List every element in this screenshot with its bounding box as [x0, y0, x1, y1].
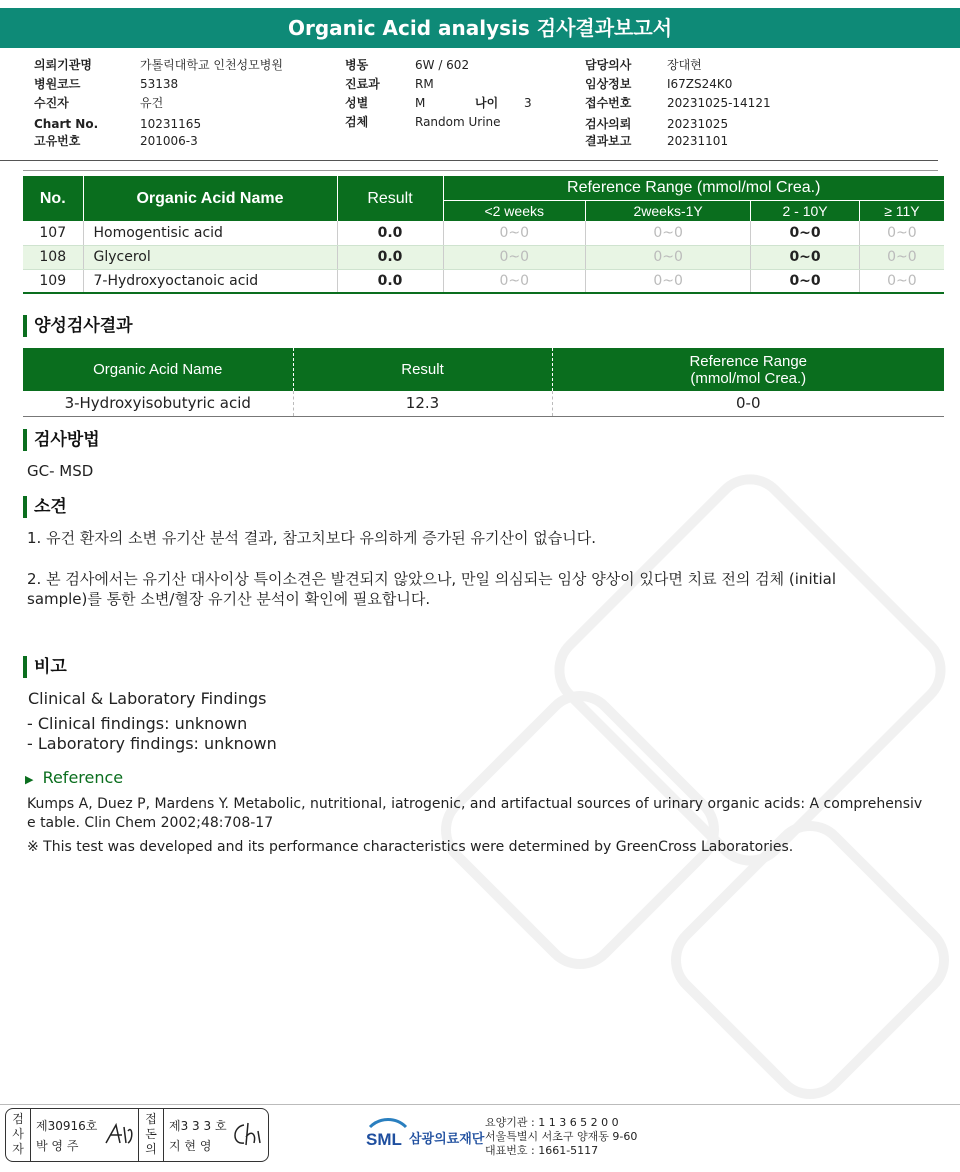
header-divider — [0, 160, 938, 161]
table-row — [23, 391, 944, 416]
value-unique-no: 201006-3 — [140, 134, 198, 148]
value-receipt-no: 20231025-14121 — [667, 96, 771, 110]
cell-range-active: 0~0 — [751, 245, 860, 269]
header-divider-2 — [23, 170, 938, 171]
col-header-result: Result — [337, 176, 443, 221]
stamp-divider — [163, 1109, 164, 1161]
opinion-paragraph-2b: sample)를 통한 소변/혈장 유기산 분석이 확인에 필요합니다. — [27, 590, 431, 608]
stamp-no-2: 제3 3 3 호 — [169, 1119, 227, 1133]
section-method-title: 검사방법 — [23, 429, 100, 451]
label-request-date: 검사의뢰 — [585, 117, 632, 131]
org-name: 삼광의료재단 — [409, 1132, 485, 1147]
cell-result: 0.0 — [337, 221, 443, 245]
value-hospital: 가톨릭대학교 인천성모병원 — [140, 58, 283, 72]
label-hospital-code: 병원코드 — [34, 77, 81, 91]
reference-heading-label: Reference — [42, 768, 124, 787]
org-address: 서울특별시 서초구 양재동 9-60 — [485, 1130, 638, 1143]
label-unique-no: 고유번호 — [34, 134, 81, 148]
value-ward: 6W / 602 — [415, 58, 470, 72]
reference-line-2: e table. Clin Chem 2002;48:708-17 — [27, 815, 274, 831]
results-table — [23, 176, 944, 294]
col-header-result: Result — [293, 348, 552, 391]
label-department: 진료과 — [345, 77, 380, 91]
triangle-right-icon: ▶ — [25, 773, 34, 786]
table-row — [23, 221, 944, 245]
col-header-no: No. — [23, 176, 83, 221]
cell-no: 109 — [23, 269, 83, 293]
org-code: 요양기관 : 1 1 3 6 5 2 0 0 — [485, 1116, 619, 1129]
stamp-no-1: 제30916호 — [36, 1119, 98, 1133]
cell-result: 12.3 — [293, 391, 552, 416]
label-clinical-info: 임상정보 — [585, 77, 632, 91]
cell-range: 0~0 — [859, 221, 944, 245]
col-header-range-2: 2weeks-1Y — [585, 200, 750, 221]
stamp-char: 사 — [12, 1127, 24, 1141]
stamp-name-1: 박 영 주 — [36, 1139, 79, 1153]
positive-table — [23, 348, 944, 417]
label-specimen: 검체 — [345, 115, 369, 129]
cell-result: 0.0 — [337, 269, 443, 293]
stamp-label-1 — [8, 1112, 28, 1157]
footer-divider — [0, 1104, 960, 1105]
value-sex: M — [415, 96, 426, 110]
opinion-paragraph-2a: 2. 본 검사에서는 유기산 대사이상 특이소견은 발견되지 않았으나, 만일 의심되는 임상 양상이 있다면 치료 전의 검체 (initial — [27, 570, 837, 588]
cell-name: Glycerol — [83, 245, 337, 269]
cell-range: 0~0 — [585, 245, 750, 269]
col-header-reference — [552, 348, 944, 391]
cell-name: Homogentisic acid — [83, 221, 337, 245]
label-patient: 수진자 — [34, 96, 69, 110]
method-value: GC- MSD — [27, 462, 94, 480]
section-opinion-title: 소견 — [23, 496, 67, 518]
remarks-line-1: Clinical & Laboratory Findings — [28, 689, 267, 708]
remarks-line-3: - Laboratory findings: unknown — [27, 734, 277, 753]
sml-logo-icon — [366, 1115, 410, 1155]
col-header-range-3: 2 - 10Y — [751, 200, 860, 221]
value-department: RM — [415, 77, 434, 91]
cell-name: 7-Hydroxyoctanoic acid — [83, 269, 337, 293]
stamp-char: 접 — [145, 1112, 157, 1126]
section-positive-title: 양성검사결과 — [23, 315, 133, 337]
cell-no: 108 — [23, 245, 83, 269]
disclaimer-note: ※ This test was developed and its performance characteristics were determined by GreenCross Laboratories. — [27, 839, 794, 855]
signature-2 — [230, 1121, 266, 1149]
cell-range-active: 0~0 — [751, 269, 860, 293]
value-request-date: 20231025 — [667, 117, 729, 131]
cell-range: 0~0 — [443, 269, 585, 293]
value-chart-no: 10231165 — [140, 117, 202, 131]
stamp-char: 돈 — [145, 1127, 157, 1141]
col-header-name: Organic Acid Name — [23, 348, 293, 391]
cell-no: 107 — [23, 221, 83, 245]
cell-range: 0~0 — [585, 269, 750, 293]
stamp-divider — [30, 1109, 31, 1161]
value-age: 3 — [524, 96, 532, 110]
col-header-range-4: ≥ 11Y — [859, 200, 944, 221]
value-specimen: Random Urine — [415, 115, 501, 129]
org-info — [485, 1116, 637, 1158]
cell-reference: 0-0 — [552, 391, 944, 416]
col-header-range-1: <2 weeks — [443, 200, 585, 221]
value-report-date: 20231101 — [667, 134, 729, 148]
cell-range: 0~0 — [443, 221, 585, 245]
value-patient: 유건 — [140, 96, 164, 110]
logo-text: SML — [366, 1130, 402, 1149]
stamp-char: 의 — [145, 1142, 157, 1156]
label-chart-no: Chart No. — [34, 117, 99, 131]
value-clinical-info: I67ZS24K0 — [667, 77, 733, 91]
value-hospital-code: 53138 — [140, 77, 179, 91]
reference-heading — [25, 768, 123, 790]
label-report-date: 결과보고 — [585, 134, 632, 148]
reference-line-1: Kumps A, Duez P, Mardens Y. Metabolic, nutritional, iatrogenic, and artifactual sources of urinary organic acids: A comprehensiv — [27, 796, 923, 812]
opinion-paragraph-1: 1. 유건 환자의 소변 유기산 분석 결과, 참고치보다 유의하게 증가된 유기산이 없습니다. — [27, 529, 596, 547]
stamp-label-2 — [141, 1112, 161, 1157]
section-remarks-title: 비고 — [23, 656, 67, 678]
org-logo — [366, 1115, 410, 1159]
table-row — [23, 269, 944, 293]
label-receipt-no: 접수번호 — [585, 96, 632, 110]
signature-stamp — [5, 1108, 269, 1162]
cell-name: 3-Hydroxyisobutyric acid — [23, 391, 293, 416]
col-header-name: Organic Acid Name — [83, 176, 337, 221]
cell-result: 0.0 — [337, 245, 443, 269]
org-phone: 대표번호 : 1661-5117 — [485, 1144, 599, 1157]
label-sex: 성별 — [345, 96, 369, 110]
ref-header-line2: (mmol/mol Crea.) — [690, 369, 807, 387]
label-hospital: 의뢰기관명 — [34, 58, 92, 72]
stamp-char: 검 — [12, 1112, 24, 1126]
cell-range: 0~0 — [859, 269, 944, 293]
stamp-char: 자 — [12, 1142, 24, 1156]
report-title: Organic Acid analysis 검사결과보고서 — [0, 8, 960, 48]
value-doctor: 장대현 — [667, 58, 702, 72]
signature-1 — [102, 1121, 136, 1149]
cell-range: 0~0 — [585, 221, 750, 245]
cell-range: 0~0 — [443, 245, 585, 269]
cell-range: 0~0 — [859, 245, 944, 269]
stamp-divider — [138, 1109, 139, 1161]
cell-range-active: 0~0 — [751, 221, 860, 245]
table-row — [23, 245, 944, 269]
stamp-name-2: 지 현 영 — [169, 1139, 212, 1153]
col-header-reference: Reference Range (mmol/mol Crea.) — [443, 176, 944, 200]
remarks-line-2: - Clinical findings: unknown — [27, 714, 248, 733]
label-doctor: 담당의사 — [585, 58, 632, 72]
label-ward: 병동 — [345, 58, 369, 72]
label-age: 나이 — [475, 96, 499, 110]
ref-header-line1: Reference Range — [689, 352, 808, 370]
